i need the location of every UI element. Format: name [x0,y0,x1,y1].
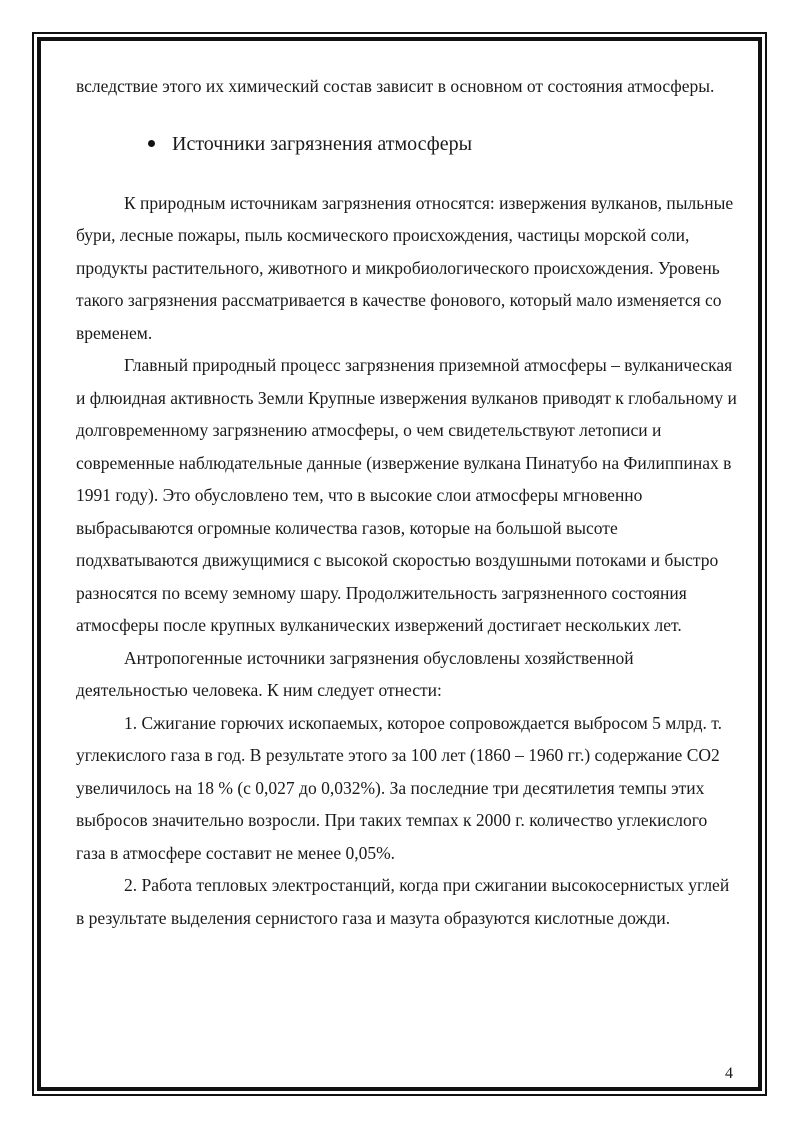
list-item-fossil-fuels: 1. Сжигание горючих ископаемых, которое сопровождается выбросом 5 млрд. т. углекислого газа в год. В результате этого за 100 лет (1860 – 1960 гг.) содержание СО2 увеличилось на 18 % (с 0,027 до 0,032%). За последние три десятилетия темпы этих выбросов значительно возросли. При таких темпах к 2000 г. количество углекислого газа в атмосфере составит не менее 0,05%. [76,712,722,863]
document-body [76,70,741,934]
section-heading [76,129,741,159]
paragraph-natural-sources: К природным источникам загрязнения относятся: извержения вулканов, пыльные бури, лесные пожары, пыль космического происхождения, частицы морской соли, продукты растительного, животного и микробиологического происхождения. Уровень такого загрязнения рассматривается в качестве фонового, который мало изменяется со временем. [76,192,734,343]
paragraph-continuation: вследствие этого их химический состав зависит в основном от состояния атмосферы. [76,76,715,96]
section-heading-text: Источники загрязнения атмосферы [172,132,473,155]
paragraph-anthropogenic-sources: Антропогенные источники загрязнения обусловлены хозяйственной деятельностью человека. К ним следует отнести: [76,647,634,700]
list-item-power-plants: 2. Работа тепловых электростанций, когда при сжигании высокосернистых углей в результате выделения сернистого газа и мазута образуются кислотные дожди. [76,875,730,928]
bullet-icon [148,140,155,147]
page-number: 4 [725,1065,733,1082]
paragraph-volcanic-activity: Главный природный процесс загрязнения приземной атмосферы – вулканическая и флюидная активность Земли Крупные извержения вулканов приводят к глобальному и долговременному загрязнению атмосферы, о чем свидетельствуют летописи и современные наблюдательные данные (извержение вулкана Пинатубо на Филиппинах в 1991 году). Это обусловлено тем, что в высокие слои атмосферы мгновенно выбрасываются огромные количества газов, которые на большой высоте подхватываются движущимися с высокой скоростью воздушными потоками и быстро разносятся по всему земному шару. Продолжительность загрязненного состояния атмосферы после крупных вулканических извержений достигает нескольких лет. [76,355,737,635]
